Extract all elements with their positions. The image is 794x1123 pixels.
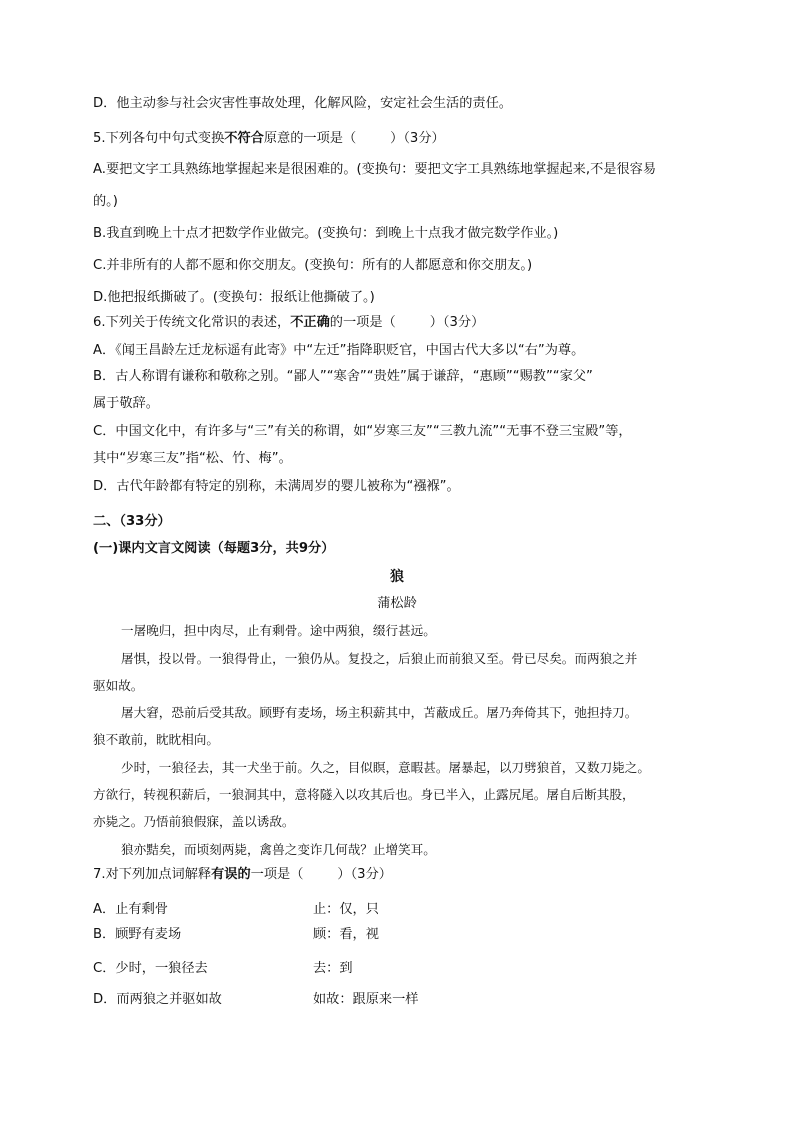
q7-option-a: A．止有剩骨 (93, 902, 168, 917)
q6-option-b-cont: 属于敬辞。 (93, 396, 159, 411)
q6-option-b: B．古人称谓有谦称和敬称之别。“鄙人”“寒舍”“贵姓”属于谦辞，“惠顾”“赐教”“家父” (93, 369, 593, 384)
q5-option-b: B.我直到晚上十点才把数学作业做完。(变换句：到晚上十点我才做完数学作业。) (93, 226, 559, 241)
passage-title: 狼 (390, 569, 404, 585)
passage-paragraph-4-cont: 方欲行，转视积薪后，一狼洞其中，意将隧入以攻其后也。身已半入，止露尻尾。屠自后断其股， (93, 787, 635, 802)
q5-option-a: A.要把文字工具熟练地掌握起来是很困难的。(变换句：要把文字工具熟练地掌握起来,不是很容易 (93, 162, 657, 177)
passage-paragraph-5: 狼亦黠矣，而顷刻两毙，禽兽之变诈几何哉？止增笑耳。 (121, 842, 436, 857)
q6-option-d: D．古代年龄都有特定的别称，未满周岁的婴儿被称为“襁褓”。 (93, 479, 460, 494)
q5-option-a-cont: 的。) (93, 194, 118, 209)
passage-author: 蒲松龄 (377, 596, 417, 611)
q7-option-b-gloss: 顾：看，视 (313, 927, 379, 942)
passage-paragraph-4: 少时，一狼径去，其一犬坐于前。久之，目似瞑，意暇甚。屠暴起，以刀劈狼首，又数刀毙之。 (121, 760, 650, 775)
q4-option-d: D．他主动参与社会灾害性事故处理，化解风险，安定社会生活的责任。 (93, 96, 512, 111)
q5-option-c: C.并非所有的人都不愿和你交朋友。(变换句：所有的人都愿意和你交朋友。) (93, 258, 533, 273)
q6-option-c: C．中国文化中，有许多与“三”有关的称谓，如“岁寒三友”“三教九流”“无事不登三宝殿”等， (93, 424, 632, 439)
passage-paragraph-4-cont2: 亦毙之。乃悟前狼假寐，盖以诱敌。 (93, 814, 295, 829)
q7-option-c-gloss: 去：到 (313, 961, 353, 976)
q7-option-d-gloss: 如故：跟原来一样 (313, 992, 419, 1007)
passage-paragraph-1: 一屠晚归，担中肉尽，止有剩骨。途中两狼，缀行甚远。 (121, 623, 436, 638)
passage-paragraph-2: 屠惧，投以骨。一狼得骨止，一狼仍从。复投之，后狼止而前狼又至。骨已尽矣。而两狼之并 (121, 651, 638, 666)
q7-option-c: C．少时，一狼径去 (93, 961, 208, 976)
section-two-heading: 二、（33分） (93, 514, 171, 529)
q7-option-a-gloss: 止：仅，只 (313, 902, 379, 917)
q5-stem: 5.下列各句中句式变换不符合原意的一项是（ ）（3分） (93, 131, 445, 146)
passage-paragraph-3-cont: 狼不敢前，眈眈相向。 (93, 732, 219, 747)
q6-option-a: A．《闻王昌龄左迁龙标遥有此寄》中“左迁”指降职贬官，中国古代大多以“右”为尊。 (93, 343, 585, 358)
q7-option-d: D．而两狼之并驱如故 (93, 992, 222, 1007)
q5-option-d: D.他把报纸撕破了。(变换句：报纸让他撕破了。) (93, 290, 375, 305)
passage-paragraph-2-cont: 驱如故。 (93, 678, 144, 693)
q7-option-b: B．顾野有麦场 (93, 927, 182, 942)
section-two-subheading: (一)课内文言文阅读（每题3分，共9分） (93, 541, 335, 556)
passage-paragraph-3: 屠大窘，恐前后受其敌。顾野有麦场，场主积薪其中，苫蔽成丘。屠乃奔倚其下，弛担持刀。 (121, 705, 638, 720)
q7-stem: 7.对下列加点词解释有误的一项是（ ）（3分） (93, 867, 392, 882)
q6-option-c-cont: 其中“岁寒三友”指“松、竹、梅”。 (93, 451, 292, 466)
q6-stem: 6.下列关于传统文化常识的表述，不正确的一项是（ ）（3分） (93, 315, 485, 330)
